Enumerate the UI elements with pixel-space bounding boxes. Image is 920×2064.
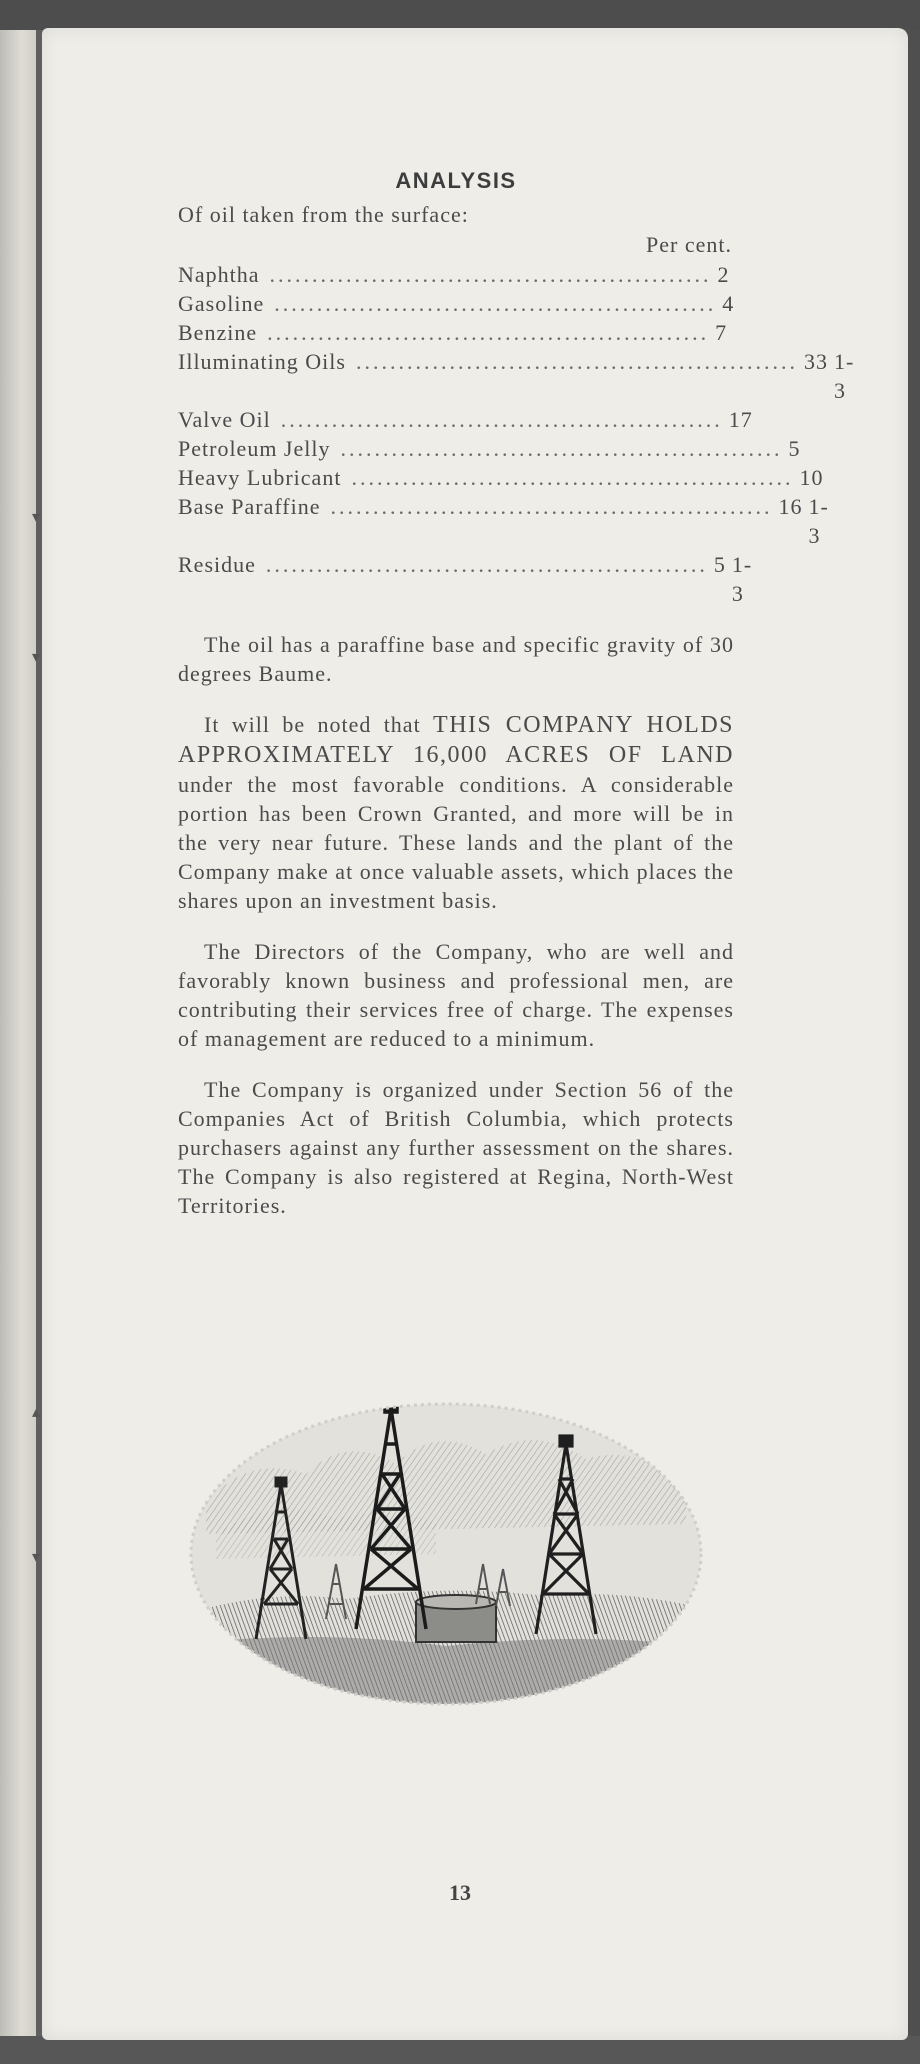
leader-dots: .................................................... <box>274 291 717 316</box>
component-fraction <box>727 318 734 347</box>
binding-mark: ▴ <box>32 1404 41 1421</box>
component-name: Benzine <box>178 320 258 345</box>
component-name: Valve Oil <box>178 407 271 432</box>
page-number: 13 <box>449 1880 471 1905</box>
component-percent: 5 <box>713 552 726 577</box>
page-title: ANALYSIS <box>395 168 517 193</box>
component-name: Residue <box>178 552 256 577</box>
leader-dots: .................................................... <box>267 320 710 345</box>
binding-mark: ▾ <box>32 509 41 526</box>
component-name: Gasoline <box>178 291 265 316</box>
analysis-intro: Of oil taken from the surface: <box>178 202 469 227</box>
scan-bottom-band <box>0 2036 920 2064</box>
table-row <box>178 405 753 434</box>
table-row <box>178 318 734 347</box>
leader-dots: .................................................... <box>269 262 712 287</box>
component-percent: 33 <box>803 349 828 374</box>
percent-column-header: Per cent. <box>646 232 732 257</box>
component-fraction: 1-3 <box>731 552 753 606</box>
oil-derricks-engraving <box>186 1384 706 1714</box>
leader-dots: .................................................... <box>330 494 773 519</box>
component-name: Heavy Lubricant <box>178 465 342 490</box>
paragraph-lead: It will be noted that <box>204 712 434 737</box>
table-row <box>178 434 801 463</box>
table-row <box>178 347 855 405</box>
component-fraction <box>753 405 759 434</box>
component-fraction <box>823 463 829 492</box>
binding-mark: ▾ <box>32 649 41 666</box>
scan-top-band <box>0 0 920 30</box>
table-row <box>178 463 824 492</box>
paragraph-base-gravity: The oil has a paraffine base and specific gravity of 30 degrees Baume. <box>178 632 734 686</box>
component-fraction: 1-3 <box>808 494 829 548</box>
leader-dots: .................................................... <box>340 436 783 461</box>
paragraph-organization: The Company is organized under Section 56 of the Companies Act of British Columbia, which protects purchasers against any further assessment on the shares. The Company is also registered at Regina, North-West Territories. <box>178 1077 734 1218</box>
table-row <box>178 492 829 550</box>
table-row <box>178 260 734 289</box>
component-name: Petroleum Jelly <box>178 436 331 461</box>
component-percent: 5 <box>788 436 801 461</box>
table-row <box>178 550 753 608</box>
component-fraction <box>730 260 736 289</box>
component-percent: 7 <box>715 320 728 345</box>
paragraph-directors: The Directors of the Company, who are well and favorably known business and professional men, are contributing their services free of charge. The expenses of management are reduced to a minimum. <box>178 939 734 1051</box>
leader-dots: .................................................... <box>351 465 794 490</box>
facing-page-edge <box>0 30 36 2040</box>
component-percent: 4 <box>722 291 735 316</box>
paragraph-land-holdings <box>178 710 734 915</box>
component-fraction <box>800 434 806 463</box>
paragraph-rest: under the most favorable conditions. A considerable portion has been Crown Granted, and more will be in the very near future. These lands and the plant of the Company make at once valuable assets, which places the shares upon an investment basis. <box>178 772 734 913</box>
component-percent: 16 <box>778 494 803 519</box>
component-percent: 17 <box>728 407 753 432</box>
component-fraction: 1-3 <box>833 349 855 403</box>
component-name: Base Paraffine <box>178 494 321 519</box>
leader-dots: .................................................... <box>355 349 798 374</box>
table-row <box>178 289 734 318</box>
component-name: Illuminating Oils <box>178 349 346 374</box>
leader-dots: .................................................... <box>280 407 723 432</box>
component-fraction <box>734 289 740 318</box>
paragraph-emphasis: THIS COMPANY HOLDS APPROXIMATELY 16,000 ACRES OF LAND <box>178 712 735 768</box>
analysis-table <box>178 260 855 608</box>
component-name: Naphtha <box>178 262 260 287</box>
component-percent: 2 <box>717 262 730 287</box>
component-percent: 10 <box>799 465 824 490</box>
binding-mark: ▾ <box>32 1549 41 1566</box>
page-content <box>178 168 855 1220</box>
leader-dots: .................................................... <box>265 552 708 577</box>
scan-right-edge <box>906 30 920 2042</box>
